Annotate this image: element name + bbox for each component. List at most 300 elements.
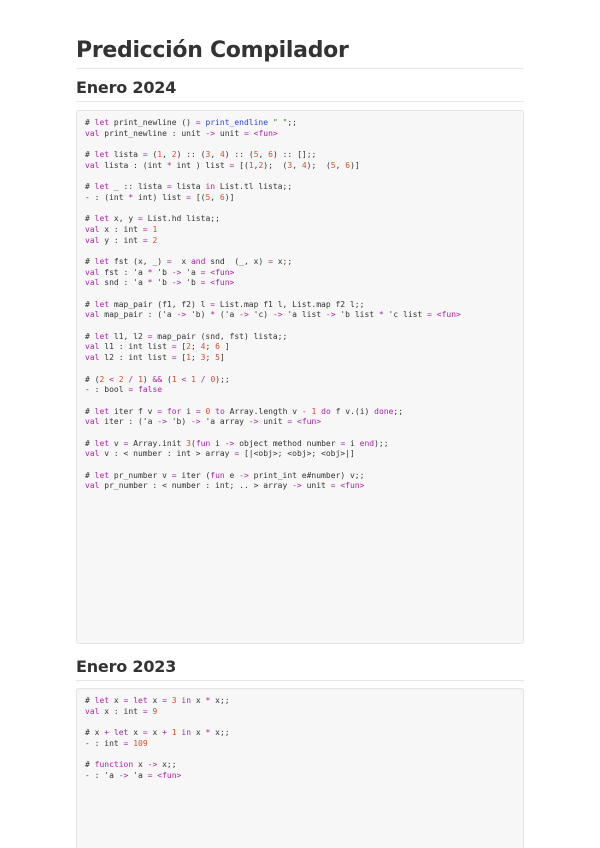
- code-token: =: [123, 696, 129, 705]
- code-token: (: [191, 438, 196, 448]
- code-token: =: [427, 310, 432, 320]
- code-token: let: [94, 118, 110, 127]
- code-token: ->: [147, 760, 158, 770]
- code-line: [85, 439, 515, 450]
- code-line: [85, 161, 515, 172]
- code-token: ;: [191, 342, 201, 352]
- code-token: =: [166, 182, 172, 192]
- code-token: x: [147, 696, 163, 705]
- code-token: ->: [239, 310, 249, 320]
- code-token: val: [85, 235, 100, 245]
- code-token: ) :: (: [224, 150, 254, 160]
- code-token: x;;: [210, 728, 230, 738]
- code-token: print_endline: [205, 118, 269, 127]
- code-token: - : (int: [85, 192, 129, 202]
- code-token: 1: [186, 353, 191, 363]
- code-token: #: [85, 438, 95, 448]
- code-token: 6: [215, 342, 220, 352]
- code-line: [85, 332, 515, 343]
- code-line: [85, 204, 515, 215]
- code-token: List.tl lista;;: [215, 182, 293, 192]
- code-token: ,: [253, 160, 259, 170]
- code-token: ;: [191, 353, 201, 363]
- code-line: [85, 353, 515, 364]
- code-token: x, y: [109, 214, 138, 224]
- code-token: 3: [171, 696, 177, 705]
- code-token: #: [85, 256, 95, 266]
- code-token: ;;: [393, 406, 404, 416]
- code-line: [85, 342, 515, 353]
- code-token: =: [186, 192, 191, 202]
- code-token: 1: [157, 150, 163, 160]
- code-token: x;;: [272, 256, 293, 266]
- code-token: (: [147, 150, 158, 160]
- code-token: - : 'a: [85, 770, 119, 780]
- code-token: 'a array: [200, 417, 249, 427]
- code-token: int) list: [133, 192, 187, 202]
- code-token: 'b list: [335, 310, 379, 320]
- code-line: [85, 749, 515, 760]
- code-token: 0: [210, 374, 216, 384]
- code-token: val: [85, 417, 100, 427]
- code-token: x : int: [99, 706, 143, 716]
- code-token: =: [128, 385, 134, 395]
- code-line: [85, 396, 515, 407]
- code-token: ->: [272, 310, 283, 320]
- code-token: ->: [239, 470, 249, 480]
- code-token: *: [378, 310, 384, 320]
- code-token: );;: [374, 438, 389, 448]
- code-token: val: [85, 224, 100, 234]
- code-token: val: [85, 706, 100, 716]
- code-token: #: [85, 299, 95, 309]
- code-token: end: [359, 438, 375, 448]
- code-token: (: [162, 374, 172, 384]
- code-token: <fun>: [436, 310, 461, 320]
- code-token: # (: [85, 374, 100, 384]
- code-token: =: [123, 738, 129, 748]
- code-token: x: [147, 728, 163, 738]
- code-token: val: [85, 267, 100, 277]
- code-token: val: [85, 278, 100, 288]
- code-token: =: [157, 406, 163, 416]
- code-line: [85, 375, 515, 386]
- code-token: #: [85, 150, 95, 160]
- code-token: for: [166, 406, 182, 416]
- code-token: =: [171, 470, 177, 480]
- code-token: done: [374, 406, 394, 416]
- code-token: 5: [215, 353, 220, 363]
- code-token: ) :: [];;: [272, 150, 317, 160]
- code-token: print_newline : unit: [99, 128, 206, 138]
- code-token: let: [94, 331, 110, 341]
- code-line: [85, 246, 515, 257]
- code-token: 4: [301, 160, 307, 170]
- code-token: x: [191, 728, 206, 738]
- code-token: snd : 'a: [99, 278, 148, 288]
- code-token: 1: [248, 160, 254, 170]
- code-token: =: [142, 224, 148, 234]
- code-token: =: [234, 449, 240, 459]
- code-line: [85, 225, 515, 236]
- code-token: 'a: [181, 267, 201, 277]
- code-token: 4: [200, 342, 206, 352]
- code-token: 2: [118, 374, 124, 384]
- code-token: ]: [219, 342, 230, 352]
- code-line: [85, 118, 515, 129]
- code-token: 2: [171, 150, 177, 160]
- code-line: [85, 739, 515, 750]
- code-token: fun: [195, 438, 211, 448]
- code-token: let: [94, 470, 110, 480]
- code-token: =: [243, 128, 249, 138]
- code-token: 'a: [128, 770, 148, 780]
- code-token: false: [138, 385, 163, 395]
- code-line: [85, 449, 515, 460]
- code-line: [85, 364, 515, 375]
- code-block-enero-2023: [76, 688, 524, 848]
- code-token: ;: [205, 353, 216, 363]
- code-token: *: [128, 192, 134, 202]
- code-token: x;;: [157, 760, 177, 770]
- code-token: <fun>: [253, 128, 278, 138]
- code-token: " ": [272, 118, 288, 127]
- code-token: let: [94, 256, 110, 266]
- code-token: l1, l2: [109, 331, 148, 341]
- code-token: ): [142, 374, 153, 384]
- code-token: let: [133, 696, 148, 705]
- code-token: v: [109, 438, 124, 448]
- code-token: let: [113, 728, 129, 738]
- code-token: x: [191, 696, 206, 705]
- code-token: in: [181, 696, 192, 705]
- code-line: [85, 171, 515, 182]
- code-token: <: [181, 374, 187, 384]
- code-token: i: [210, 438, 225, 448]
- code-token: lista : (int: [99, 160, 167, 170]
- code-token: +: [104, 728, 110, 738]
- code-token: in: [181, 728, 192, 738]
- code-token: 'c): [248, 310, 273, 320]
- code-token: 2: [99, 374, 105, 384]
- code-token: 1: [311, 406, 317, 416]
- code-token: 'b): [186, 310, 211, 320]
- code-token: fst : 'a: [99, 267, 148, 277]
- code-token: *: [166, 160, 172, 170]
- code-token: Array.length v: [224, 406, 302, 416]
- section-heading-enero-2023: Enero 2023: [76, 657, 524, 681]
- code-token: ]: [219, 353, 225, 363]
- code-token: 5: [330, 160, 336, 170]
- code-token: do: [321, 406, 331, 416]
- code-token: i: [181, 406, 196, 416]
- code-token: 3: [200, 353, 206, 363]
- code-token: snd (_, x): [205, 256, 269, 266]
- code-token: <fun>: [157, 770, 182, 780]
- code-token: ('a: [215, 310, 240, 320]
- code-token: 1: [138, 374, 143, 384]
- code-token: let: [94, 299, 110, 309]
- code-token: iter : ('a: [99, 417, 158, 427]
- code-token: x: [128, 728, 143, 738]
- code-token: let: [94, 214, 110, 224]
- code-token: #: [85, 760, 95, 770]
- code-token: *: [147, 278, 153, 288]
- code-token: ); (: [306, 160, 331, 170]
- code-token: =: [171, 353, 177, 363]
- code-token: lista: [109, 150, 143, 160]
- code-line: [85, 182, 515, 193]
- code-token: # x: [85, 728, 105, 738]
- code-token: 3: [287, 160, 293, 170]
- code-line: [85, 214, 515, 225]
- code-token: [(: [234, 160, 249, 170]
- code-line: [85, 257, 515, 268]
- code-token: - : int: [85, 738, 124, 748]
- code-token: val: [85, 353, 100, 363]
- code-token: =: [138, 214, 143, 224]
- code-token: print_int e#number) v;;: [248, 470, 365, 480]
- code-token: x: [171, 256, 191, 266]
- code-token: =: [340, 438, 346, 448]
- code-token: [: [176, 353, 187, 363]
- code-token: #: [85, 696, 95, 705]
- code-line: [85, 300, 515, 311]
- code-token: iter (: [176, 470, 211, 480]
- code-token: i: [345, 438, 360, 448]
- code-token: ->: [157, 417, 167, 427]
- code-token: )]: [224, 192, 235, 202]
- code-token: )]: [350, 160, 360, 170]
- code-token: #: [85, 470, 95, 480]
- code-token: val: [85, 128, 100, 138]
- code-token: unit: [258, 417, 288, 427]
- code-line: [85, 460, 515, 471]
- code-token: x;;: [210, 696, 230, 705]
- code-token: iter f v: [109, 406, 158, 416]
- code-token: List.hd lista;;: [142, 214, 220, 224]
- code-line: [85, 696, 515, 707]
- code-token: 9: [152, 706, 158, 716]
- code-token: pr_number v: [109, 470, 172, 480]
- code-token: *: [205, 728, 211, 738]
- code-token: let: [94, 438, 110, 448]
- code-token: =: [162, 696, 167, 705]
- code-line: [85, 471, 515, 482]
- code-token: <fun>: [210, 267, 235, 277]
- code-token: val: [85, 342, 100, 352]
- code-token: f v.(i): [330, 406, 375, 416]
- code-token: Array.init: [128, 438, 187, 448]
- code-token: map_pair (snd, fst) lista;;: [152, 331, 288, 341]
- code-token: =: [171, 342, 177, 352]
- code-token: 2: [186, 342, 191, 352]
- code-token: =: [147, 331, 153, 341]
- code-line: [85, 129, 515, 140]
- code-token: =: [142, 706, 148, 716]
- code-line: [85, 150, 515, 161]
- code-line: [85, 289, 515, 300]
- code-token: ,: [210, 192, 220, 202]
- code-token: #: [85, 331, 95, 341]
- code-token: #: [85, 118, 95, 127]
- code-token: 1: [191, 374, 196, 384]
- code-token: let: [94, 696, 110, 705]
- code-line: [85, 193, 515, 204]
- code-token: ->: [224, 438, 235, 448]
- code-token: val: [85, 481, 100, 491]
- code-token: *: [205, 696, 211, 705]
- code-token: =: [200, 267, 206, 277]
- code-token: ->: [248, 417, 259, 427]
- code-token: );;: [215, 374, 230, 384]
- code-token: 'b: [181, 278, 201, 288]
- code-token: /: [200, 374, 206, 384]
- code-token: y : int: [99, 235, 143, 245]
- code-token: 6: [268, 150, 273, 160]
- code-line: [85, 707, 515, 718]
- code-token: ,: [292, 160, 302, 170]
- code-token: val: [85, 310, 100, 320]
- code-token: =: [195, 406, 201, 416]
- code-token: ->: [190, 417, 201, 427]
- code-token: =: [330, 481, 336, 491]
- code-token: =: [142, 150, 148, 160]
- code-token: ,: [258, 150, 269, 160]
- code-token: =: [210, 299, 216, 309]
- code-line: [85, 236, 515, 247]
- code-line: [85, 417, 515, 428]
- code-line: [85, 385, 515, 396]
- code-token: ,: [162, 150, 172, 160]
- code-token: in: [205, 182, 216, 192]
- code-line: [85, 139, 515, 150]
- code-token: ,: [335, 160, 346, 170]
- code-token: 0: [205, 406, 211, 416]
- code-token: ->: [176, 310, 187, 320]
- code-token: =: [166, 256, 172, 266]
- code-token: ->: [171, 267, 182, 277]
- code-token: <: [109, 374, 114, 384]
- code-token: =: [268, 256, 273, 266]
- code-token: /: [128, 374, 134, 384]
- code-token: ); (: [263, 160, 288, 170]
- code-token: 1: [152, 224, 158, 234]
- code-token: 6: [219, 192, 225, 202]
- code-token: =: [123, 438, 129, 448]
- code-token: pr_number : < number : int; .. > array: [99, 481, 293, 491]
- code-line: [85, 268, 515, 279]
- code-token: l2 : int list: [99, 353, 172, 363]
- code-token: 5: [205, 192, 211, 202]
- code-token: to: [215, 406, 225, 416]
- code-token: 'a list: [282, 310, 326, 320]
- code-token: ->: [205, 128, 216, 138]
- code-token: 2: [258, 160, 264, 170]
- code-token: 109: [133, 738, 148, 748]
- code-line: [85, 278, 515, 289]
- code-token: l1 : int list: [99, 342, 172, 352]
- code-line: [85, 771, 515, 782]
- code-token: =: [142, 728, 148, 738]
- code-token: =: [142, 235, 148, 245]
- code-token: *: [210, 310, 216, 320]
- code-token: ->: [325, 310, 336, 320]
- code-token: object method number: [234, 438, 341, 448]
- code-token: val: [85, 160, 100, 170]
- code-token: &&: [152, 374, 163, 384]
- code-token: #: [85, 182, 95, 192]
- code-token: let: [94, 182, 110, 192]
- code-token: unit: [301, 481, 331, 491]
- code-token: function: [94, 760, 134, 770]
- code-token: 4: [219, 150, 225, 160]
- code-token: let: [94, 406, 110, 416]
- page-title: Predicción Compilador: [76, 38, 524, 69]
- code-token: 'b): [166, 417, 191, 427]
- code-token: - : bool: [85, 385, 129, 395]
- code-token: 2: [152, 235, 158, 245]
- code-token: [(: [191, 192, 206, 202]
- code-token: 'b: [152, 278, 172, 288]
- code-token: List.map f1 l, List.map f2 l;;: [215, 299, 365, 309]
- code-line: [85, 428, 515, 439]
- code-token: <fun>: [297, 417, 322, 427]
- code-token: v : < number : int > array: [99, 449, 235, 459]
- code-token: 1: [171, 728, 177, 738]
- code-line: [85, 728, 515, 739]
- code-token: fun: [210, 470, 225, 480]
- code-token: ) :: (: [176, 150, 206, 160]
- code-token: #: [85, 214, 95, 224]
- code-token: ->: [171, 278, 182, 288]
- code-token: 1: [171, 374, 177, 384]
- code-token: #: [85, 406, 95, 416]
- code-token: [|<obj>; <obj>; <obj>|]: [239, 449, 355, 459]
- code-token: 6: [345, 160, 351, 170]
- code-token: =: [195, 118, 201, 127]
- code-token: 'b: [152, 267, 172, 277]
- code-token: ,: [210, 150, 220, 160]
- code-token: +: [162, 728, 167, 738]
- code-token: 5: [253, 150, 259, 160]
- code-token: and: [190, 256, 206, 266]
- code-token: ;;: [287, 118, 297, 127]
- code-token: fst (x, _): [109, 256, 167, 266]
- code-token: ->: [118, 770, 129, 780]
- code-block-enero-2024: [76, 110, 524, 644]
- code-token: x : int: [99, 224, 143, 234]
- code-token: ->: [292, 481, 302, 491]
- code-line: [85, 321, 515, 332]
- code-line: [85, 310, 515, 321]
- code-token: =: [287, 417, 293, 427]
- code-token: =: [200, 278, 206, 288]
- code-token: =: [229, 160, 235, 170]
- code-token: ;: [205, 342, 216, 352]
- code-token: print_newline (): [109, 118, 196, 127]
- code-token: x: [109, 696, 124, 705]
- code-token: int ) list: [171, 160, 230, 170]
- code-token: [: [176, 342, 187, 352]
- code-line: [85, 407, 515, 418]
- code-line: [85, 760, 515, 771]
- section-heading-enero-2024: Enero 2024: [76, 78, 524, 102]
- code-token: 3: [186, 438, 191, 448]
- code-token: val: [85, 449, 100, 459]
- code-token: x: [133, 760, 148, 770]
- code-token: lista: [171, 182, 206, 192]
